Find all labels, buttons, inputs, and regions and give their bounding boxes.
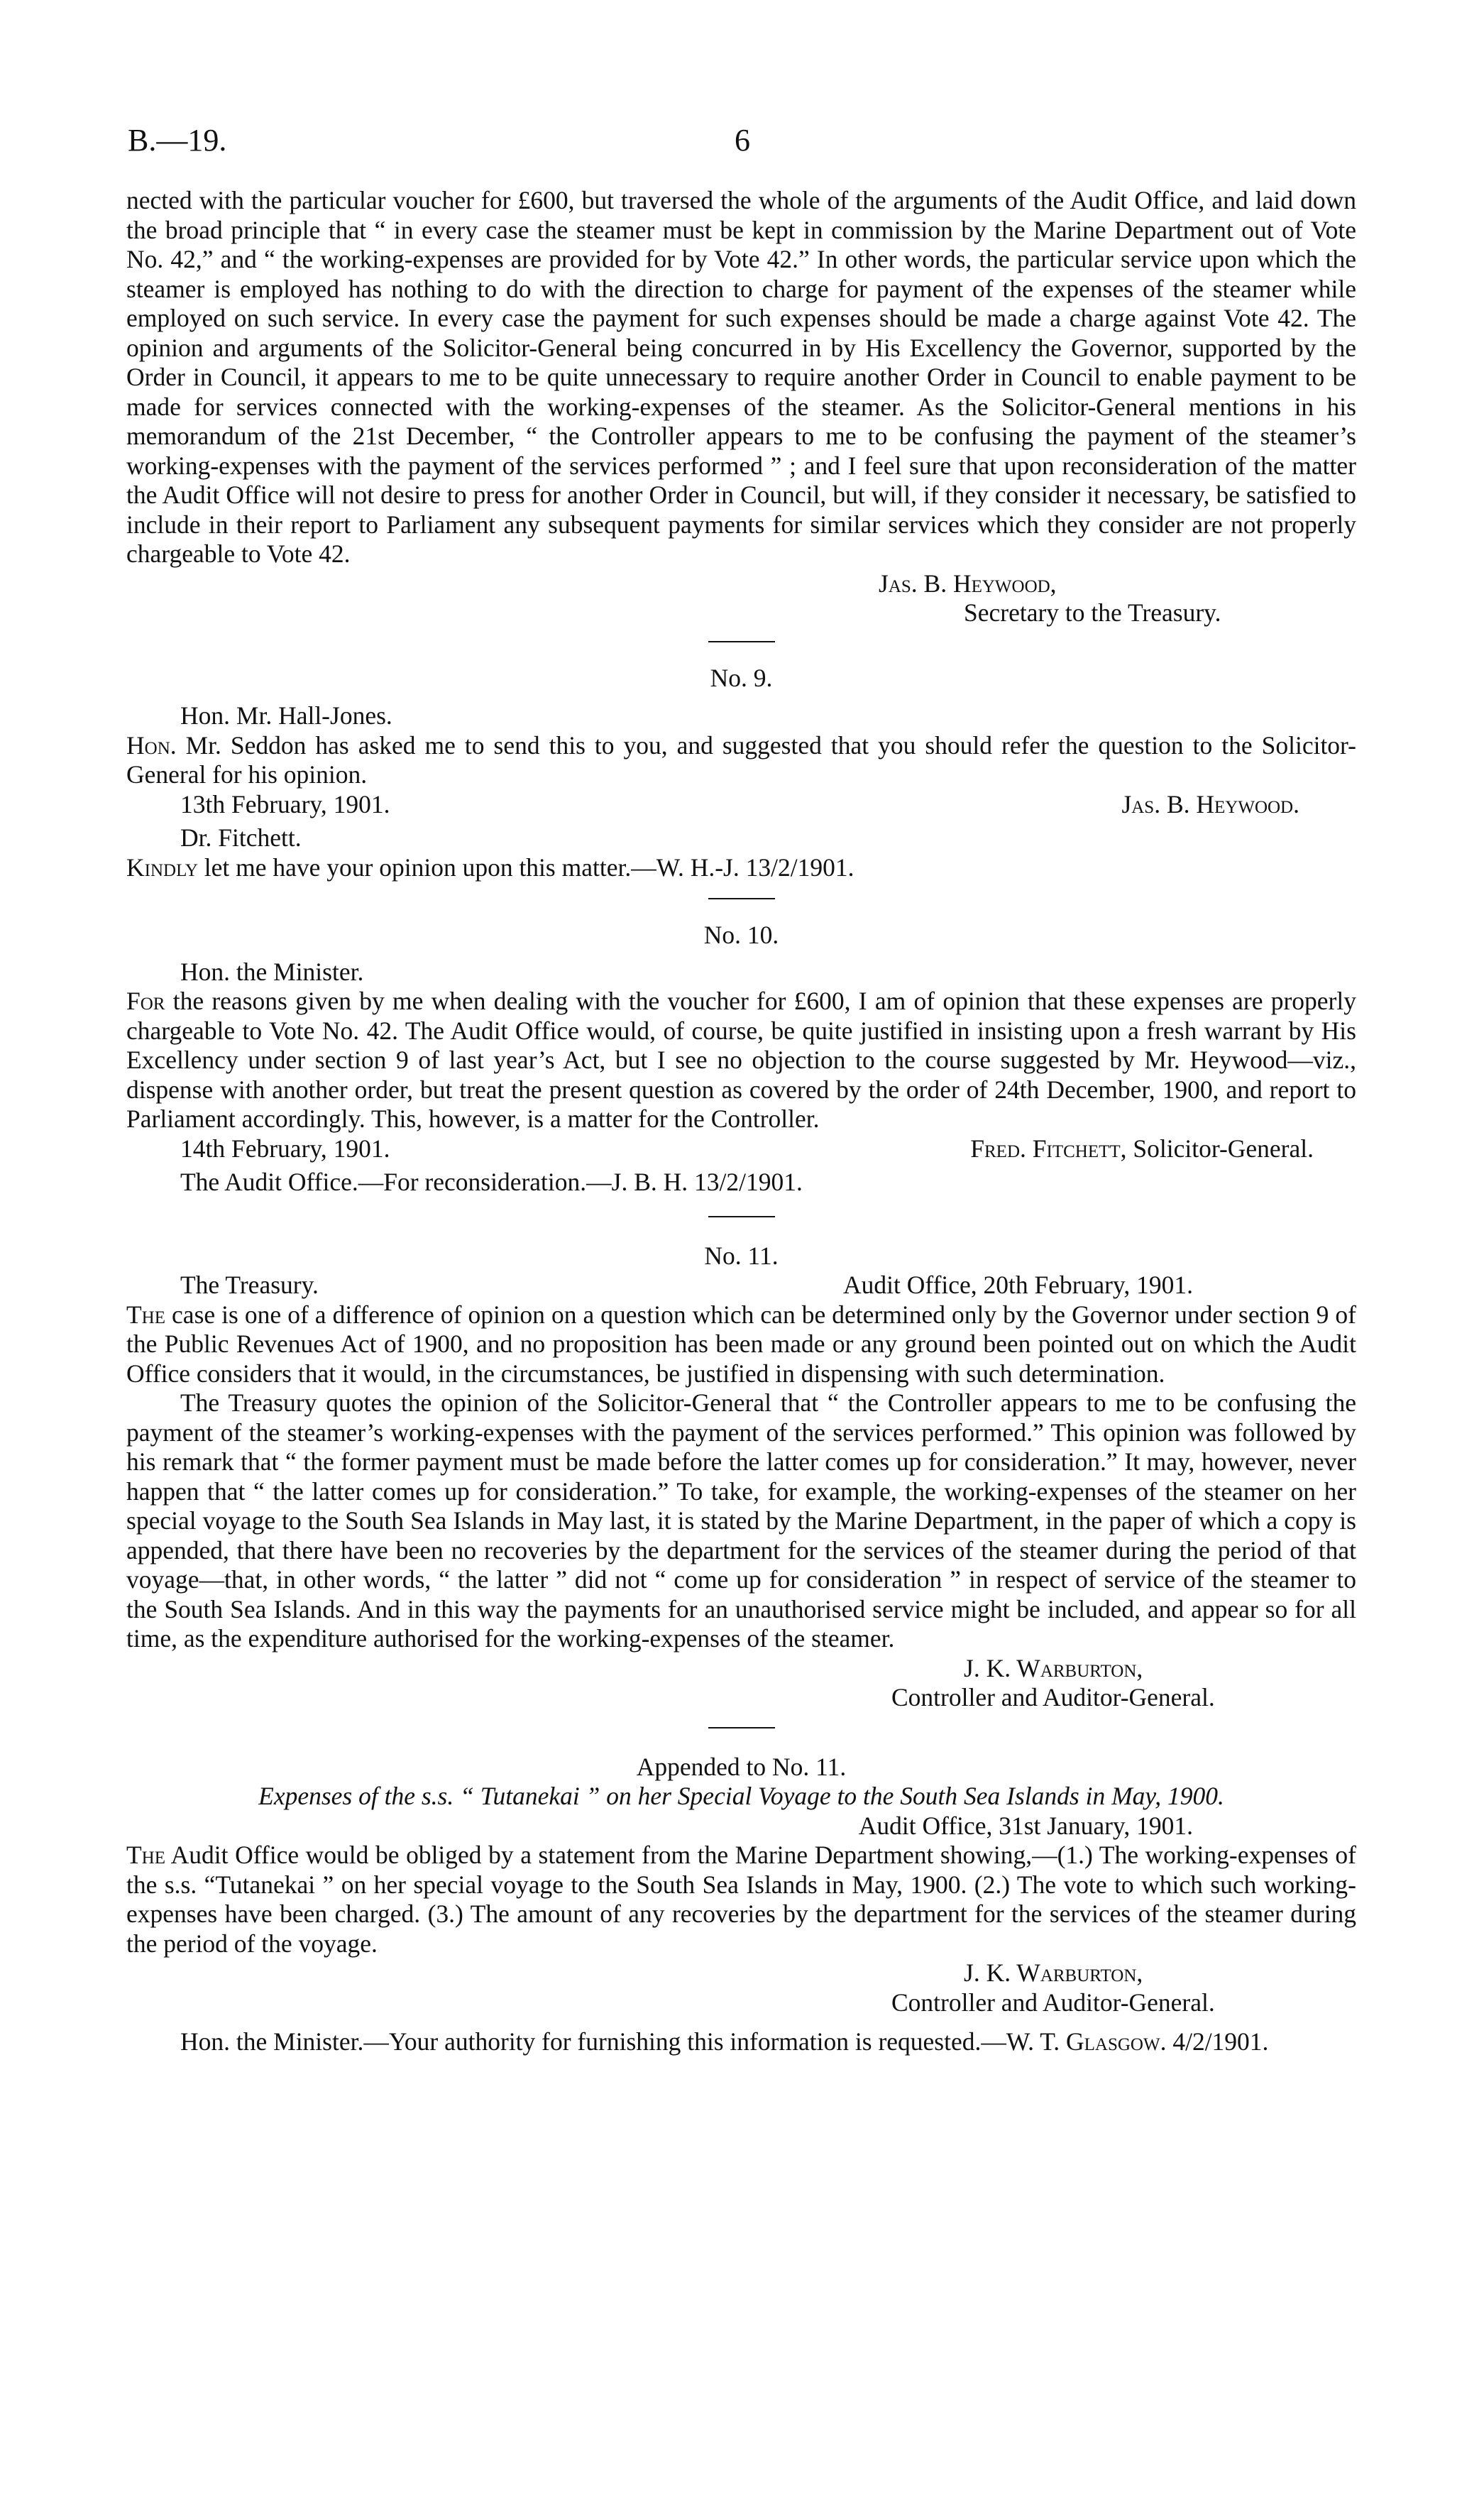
- addressee-minister: Hon. the Minister.: [180, 957, 364, 986]
- memo-signature: Jas. B. Heywood.: [1121, 789, 1299, 818]
- memo-text: the reasons given by me when dealing with the voucher for £600, I am of opinion that these expenses are properly chargeable to Vote No. 42. The Audit Office would, of course, be quite justified in insisting upon a fresh warrant by His Excellency under section 9 of last year’s Act, but I see no objection to the course suggested by Mr. Heywood—viz., dispense with another order, but treat the present question as covered by the order of 24th December, 1900, and report to Parliament accordingly. This, however, is a matter for the Controller.: [126, 987, 1356, 1133]
- date-signature-row: [126, 1134, 1356, 1164]
- addressee-fitchett: Dr. Fitchett.: [180, 823, 302, 852]
- minister-note: [126, 2027, 1356, 2057]
- section-number-9: No. 9.: [710, 663, 773, 692]
- signature-warburton: J. K. Warburton,: [964, 1958, 1143, 1987]
- memo-seddon: [126, 731, 1356, 790]
- memo-lead-word: The: [126, 1300, 166, 1329]
- date-signature-row: [126, 790, 1356, 820]
- signature-warburton: J. K. Warburton,: [964, 1653, 1143, 1682]
- signature-title-controller: Controller and Auditor-General.: [891, 1683, 1215, 1711]
- memo-text: let me have your opinion upon this matter.—W. H.-J. 13/2/1901.: [197, 853, 854, 882]
- place-date: Audit Office, 20th February, 1901.: [843, 1271, 1193, 1299]
- memo-signature-line: [970, 1134, 1356, 1164]
- section-divider: [708, 898, 775, 899]
- reconsideration-note: The Audit Office.—For reconsideration.—J. B. H. 13/2/1901.: [180, 1168, 803, 1196]
- opinion-paragraph: [126, 987, 1356, 1134]
- section-divider: [708, 1727, 775, 1728]
- memo-signature: Glasgow.: [1066, 2027, 1167, 2056]
- appended-subtitle: Expenses of the s.s. “ Tutanekai ” on her Special Voyage to the South Sea Islands in May, 1900.: [258, 1782, 1224, 1810]
- section-divider: [708, 641, 775, 642]
- addressee-treasury: The Treasury.: [180, 1271, 319, 1299]
- memo-text: Mr. Seddon has asked me to send this to you, and suggested that you should refer the question to the Solicitor-General for his opinion.: [126, 730, 1356, 789]
- document-body: [126, 186, 1356, 2057]
- audit-paragraph-1: [126, 1300, 1356, 1389]
- continuation-paragraph: nected with the particular voucher for £600, but traversed the whole of the arguments of the Audit Office, and laid down the broad principle that “ in every case the steamer must be kept in commission by the Marine Department out of Vote No. 42,” and “ the working-expenses are provided for by Vote 42.” In other words, the particular service upon which the steamer is employed has nothing to do with the direction to charge for payment of the expenses of the steamer while employed on such service. In every case the payment for such expenses should be made a charge against Vote 42. The opinion and arguments of the Solicitor-General being concurred in by His Excellency the Governor, supported by the Order in Council, it appears to me to be quite unnecessary to require another Order in Council to enable payment to be made for services connected with the working-expenses of the steamer. As the Solicitor-General mentions in his memorandum of the 21st December, “ the Controller appears to me to be confusing the payment of the steamer’s working-expenses with the payment of the services performed ” ; and I feel sure that upon reconsideration of the matter the Audit Office will not desire to press for another Order in Council, but will, if they consider it necessary, be satisfied to include in their report to Parliament any subsequent payments for similar services which they consider are not properly chargeable to Vote 42.: [126, 186, 1356, 568]
- signature-title-controller: Controller and Auditor-General.: [891, 1988, 1215, 2017]
- memo-lead-word: Hon.: [126, 730, 177, 760]
- memo-lead-word: The: [126, 1841, 166, 1869]
- memo-lead-word: For: [126, 987, 165, 1015]
- appended-heading: Appended to No. 11.: [636, 1752, 847, 1781]
- section-divider: [708, 1216, 775, 1217]
- page-header: [128, 122, 1356, 165]
- place-date: Audit Office, 31st January, 1901.: [858, 1811, 1193, 1840]
- paper-reference: B.—19.: [128, 123, 227, 158]
- memo-signature: Fred. Fitchett,: [970, 1134, 1127, 1163]
- page-number: 6: [735, 123, 750, 158]
- section-number-10: No. 10.: [703, 921, 779, 949]
- addressee-date-row: [126, 1271, 1356, 1300]
- memo-date: 13th February, 1901.: [180, 789, 390, 818]
- memo-date: 14th February, 1901.: [180, 1134, 390, 1163]
- signature-title-treasury: Secretary to the Treasury.: [964, 598, 1221, 627]
- audit-paragraph-2: The Treasury quotes the opinion of the Solicitor-General that “ the Controller appears to me to be confusing the payment of the steamer’s working-expenses with the payment of the services performed.” This opinion was followed by his remark that “ the former payment must be made before the latter comes up for consideration.” It may, however, never happen that “ the latter comes up for consideration.” To take, for example, the working-expenses of the steamer on her special voyage to the South Sea Islands in May last, it is stated by the Marine Department, in the paper of which a copy is appended, that there have been no recoveries by the department for the services of the steamer during the period of that voyage—that, in other words, “ the latter ” did not “ come up for consideration ” in respect of service of the steamer to the South Sea Islands. And in this way the payments for an unauthorised service might be included, and appear so for all time, as the expenditure authorised for the working-expenses of the steamer.: [126, 1388, 1356, 1653]
- appended-request: [126, 1841, 1356, 1958]
- memo-date: 4/2/1901.: [1166, 2027, 1269, 2056]
- memo-lead-word: Kindly: [126, 853, 198, 882]
- signature-heywood: Jas. B. Heywood,: [879, 569, 1057, 598]
- memo-text: case is one of a difference of opinion on a question which can be determined only by the Governor under section 9 of the Public Revenues Act of 1900, and no proposition has been made or any ground been pointed out on which the Audit Office considers that it would, in the circumstances, be justified in dispensing with such determination.: [126, 1300, 1356, 1388]
- memo-signature-title: Solicitor-General.: [1126, 1134, 1314, 1163]
- memo-text: Hon. the Minister.—Your authority for furnishing this information is requested.—W. T.: [180, 2027, 1066, 2056]
- section-number-11: No. 11.: [704, 1241, 779, 1270]
- memo-text: Audit Office would be obliged by a statement from the Marine Department showing,—(1.) The working-expenses of the s.s. “Tutanekai ” on her special voyage to the South Sea Islands in May, 1900. (2.) The vote to which such working-expenses have been charged. (3.) The amount of any recoveries by the department for the services of the steamer during the period of the voyage.: [126, 1841, 1356, 1958]
- addressee-hall-jones: Hon. Mr. Hall-Jones.: [180, 701, 392, 730]
- memo-kindly: [126, 853, 1356, 883]
